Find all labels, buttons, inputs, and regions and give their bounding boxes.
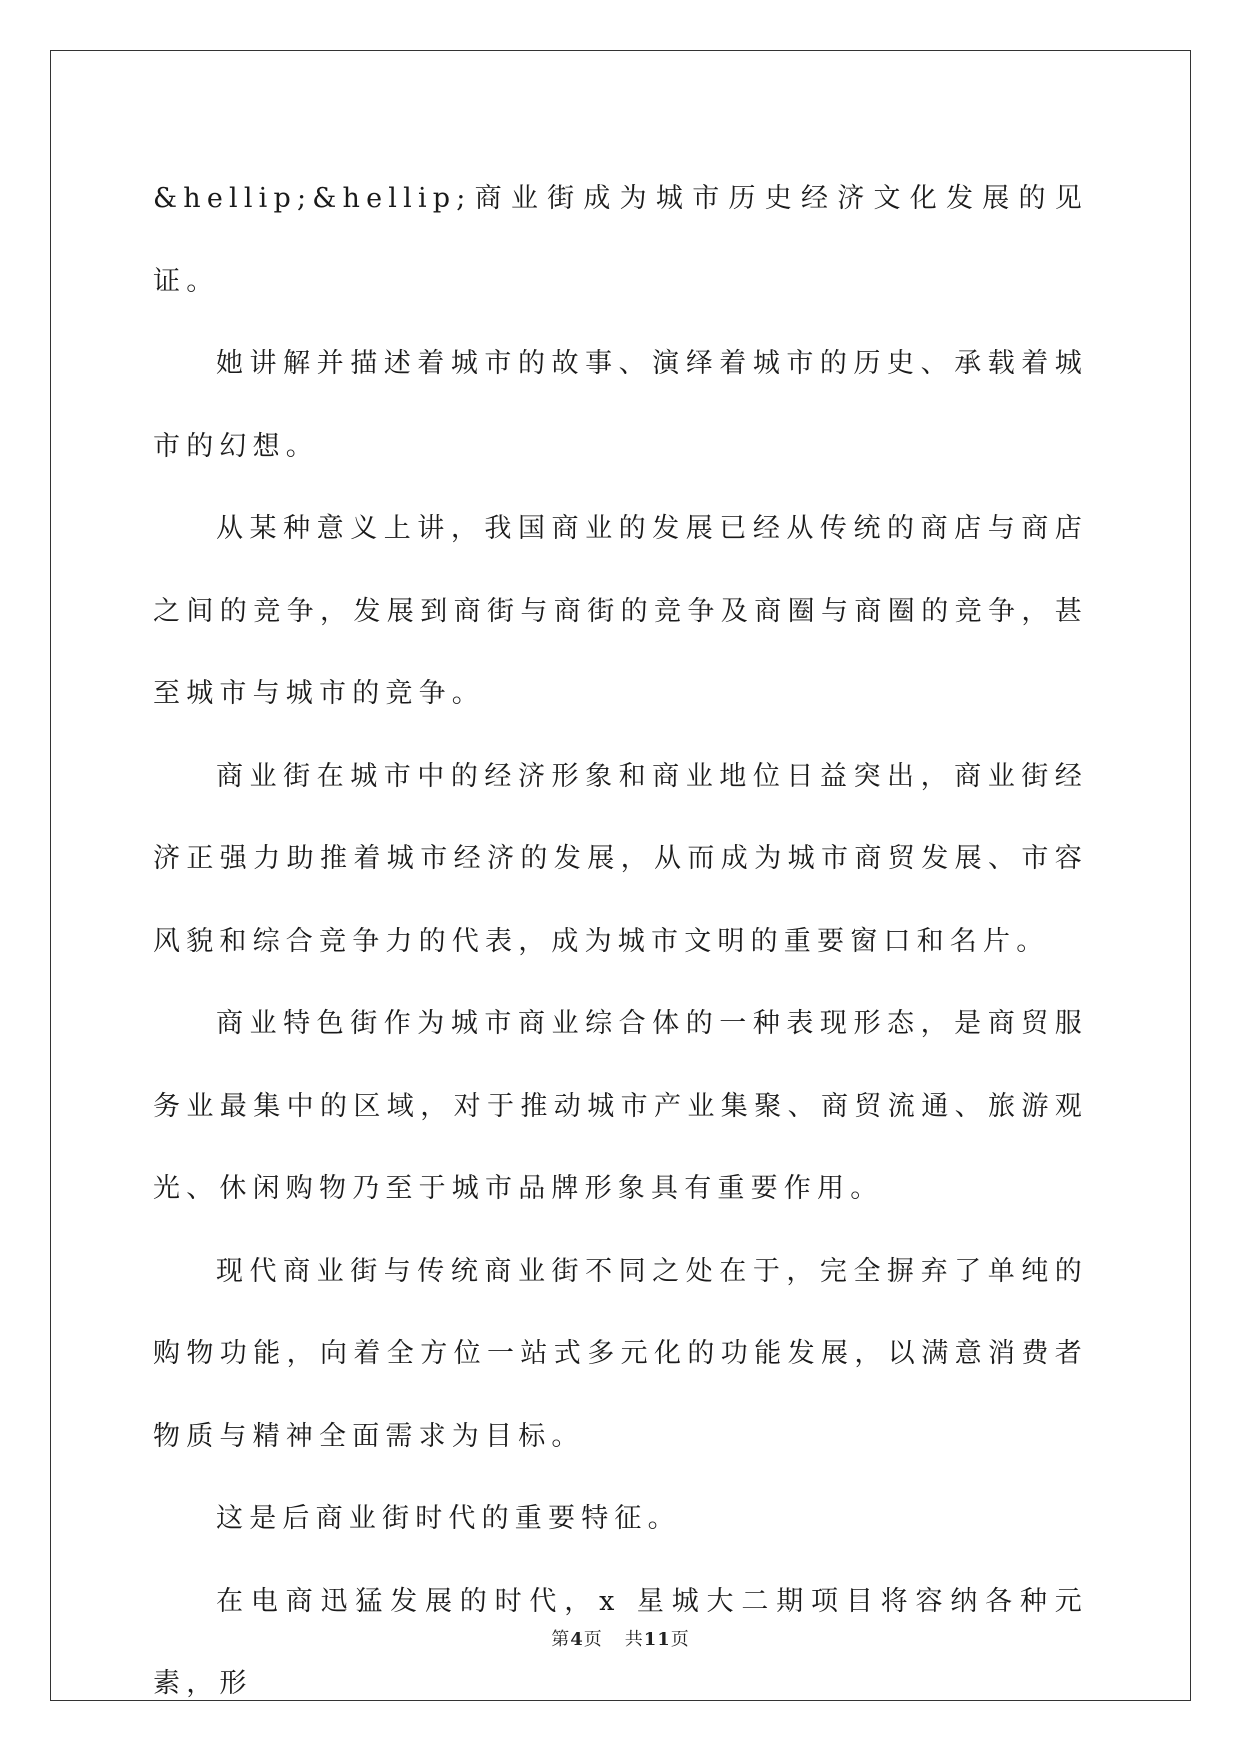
- total-suffix: 页: [670, 1629, 690, 1650]
- paragraph-3: 从某种意义上讲，我国商业的发展已经从传统的商店与商店之间的竞争，发展到商街与商街的竞争及商圈与商圈的竞争，甚至城市与城市的竞争。: [153, 513, 1088, 709]
- page-prefix: 第: [551, 1629, 571, 1650]
- page-footer: [0, 1625, 1241, 1651]
- paragraph-5: 商业特色街作为城市商业综合体的一种表现形态，是商贸服务业最集中的区域，对于推动城市产业集聚、商贸流通、旅游观光、休闲购物乃至于城市品牌形象具有重要作用。: [153, 1008, 1088, 1204]
- paragraph-8: 在电商迅猛发展的时代，x 星城大二期项目将容纳各种元素，形: [153, 1585, 1088, 1699]
- document-body: [153, 158, 1088, 1726]
- paragraph-4: 商业街在城市中的经济形象和商业地位日益突出，商业街经济正强力助推着城市经济的发展，从而成为城市商贸发展、市容风貌和综合竞争力的代表，成为城市文明的重要窗口和名片。: [153, 760, 1088, 957]
- total-prefix: 共: [624, 1629, 644, 1650]
- page-number: 4: [570, 1629, 584, 1650]
- paragraph-2: 她讲解并描述着城市的故事、演绎着城市的历史、承载着城市的幻想。: [153, 348, 1088, 462]
- paragraph-6: 现代商业街与传统商业街不同之处在于，完全摒弃了单纯的购物功能，向着全方位一站式多元化的功能发展，以满意消费者物质与精神全面需求为目标。: [153, 1255, 1088, 1452]
- total-pages: 11: [643, 1629, 671, 1650]
- paragraph-7: 这是后商业街时代的重要特征。: [216, 1503, 681, 1534]
- page-suffix: 页: [583, 1629, 603, 1650]
- paragraph-1: &hellip;&hellip;商业街成为城市历史经济文化发展的见证。: [153, 183, 1088, 297]
